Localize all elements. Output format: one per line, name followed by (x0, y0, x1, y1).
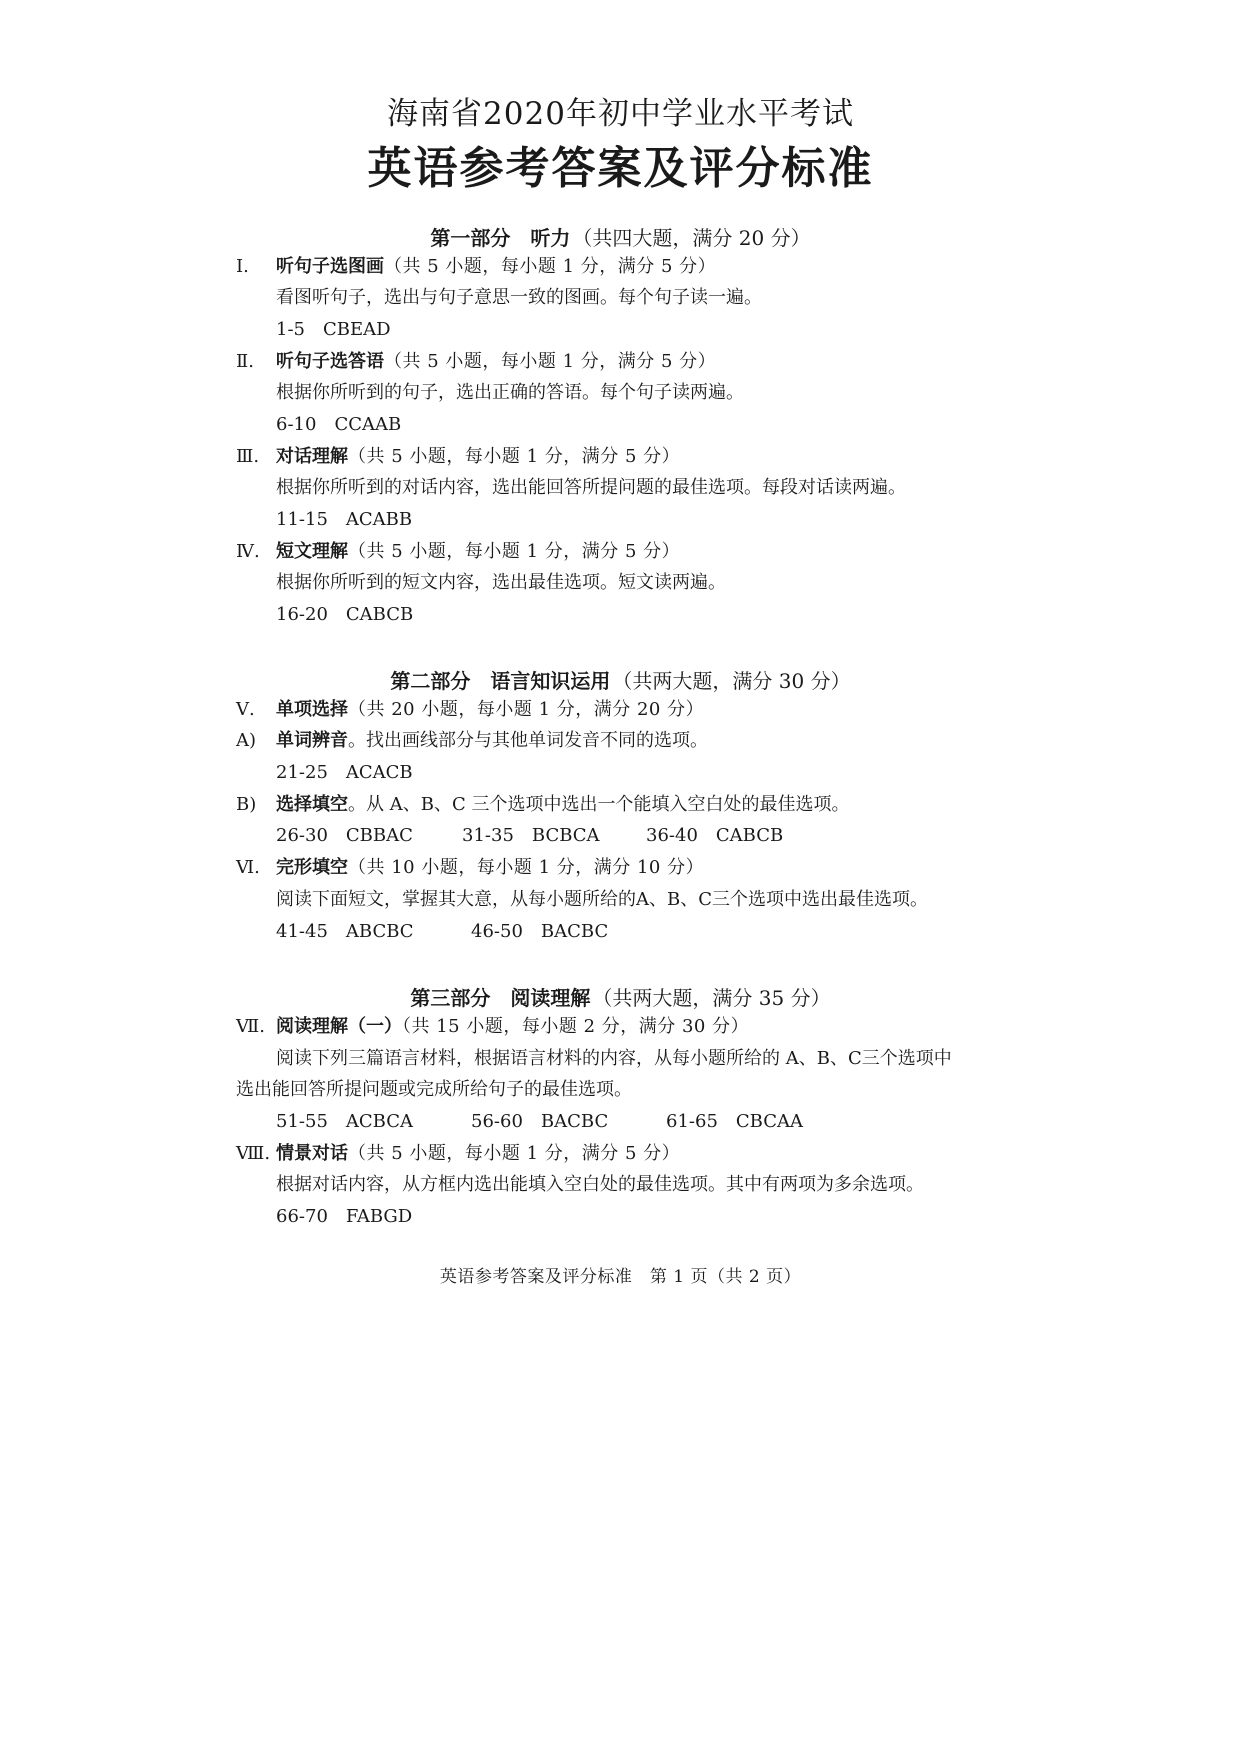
section-name: 情景对话 (276, 1143, 348, 1164)
answer-group: 21-25 ACACB (276, 762, 413, 783)
section-3-instructions: 根据你所听到的对话内容，选出能回答所提问题的最佳选项。每段对话读两遍。 (276, 477, 906, 498)
subsection-name: 选择填空 (276, 794, 348, 815)
section-3-heading (236, 445, 680, 469)
section-8-instructions: 根据对话内容，从方框内选出能填入空白处的最佳选项。其中有两项为多余选项。 (276, 1174, 924, 1195)
section-number: Ⅷ. (236, 1143, 271, 1164)
section-name: 对话理解 (276, 446, 348, 467)
section-5-heading (236, 698, 704, 722)
section-1-answers (276, 318, 391, 342)
section-4-heading (236, 540, 680, 564)
answer-group: 41-45 ABCBC (276, 921, 414, 942)
section-note: （共 5 小题，每小题 1 分，满分 5 分） (384, 351, 717, 372)
subsection-instructions: 。找出画线部分与其他单词发音不同的选项。 (348, 730, 708, 751)
part1-subtitle: （共四大题，满分 20 分） (572, 226, 811, 250)
part1-title: 第一部分 听力 (430, 226, 571, 250)
subsection-b-heading (236, 793, 849, 817)
section-2-instructions: 根据你所听到的句子，选出正确的答语。每个句子读两遍。 (276, 382, 744, 403)
page-footer: 英语参考答案及评分标准 第 1 页（共 2 页） (439, 1267, 802, 1287)
section-2-answers (276, 413, 401, 437)
section-6-answers (276, 920, 608, 944)
answer-group: 1-5 CBEAD (276, 319, 391, 340)
section-number: Ⅰ. (236, 256, 249, 277)
document-title: 英语参考答案及评分标准 (367, 143, 874, 194)
section-8-heading (236, 1142, 680, 1166)
answer-group: 56-60 BACBC (471, 1111, 609, 1132)
part1-heading (0, 222, 1241, 251)
section-name: 听句子选答语 (276, 351, 384, 372)
answer-group: 66-70 FABGD (276, 1206, 413, 1227)
section-number: Ⅶ. (236, 1016, 265, 1037)
section-number: Ⅲ. (236, 446, 260, 467)
exam-title: 海南省2020年初中学业水平考试 (387, 96, 854, 132)
part2-title: 第二部分 语言知识运用 (390, 669, 611, 693)
section-note: （共 15 小题，每小题 2 分，满分 30 分） (402, 1016, 750, 1037)
section-3-answers (276, 508, 412, 532)
section-note: （共 5 小题，每小题 1 分，满分 5 分） (384, 256, 717, 277)
answer-group: 51-55 ACBCA (276, 1111, 413, 1132)
part3-title: 第三部分 阅读理解 (410, 986, 591, 1010)
section-number: Ⅵ. (236, 857, 260, 878)
answer-group: 61-65 CBCAA (666, 1111, 803, 1132)
section-note: （共 10 小题，每小题 1 分，满分 10 分） (348, 857, 705, 878)
answer-group: 26-30 CBBAC (276, 825, 413, 846)
section-name: 短文理解 (276, 541, 348, 562)
section-8-answers (276, 1205, 412, 1229)
subsection-label: B) (236, 794, 257, 815)
section-name: 单项选择 (276, 699, 348, 720)
section-7-answers (276, 1110, 803, 1134)
section-name: 完形填空 (276, 857, 348, 878)
answer-group: 11-15 ACABB (276, 509, 413, 530)
answer-group: 31-35 BCBCA (462, 825, 600, 846)
section-7-heading (236, 1015, 749, 1039)
part3-subtitle: （共两大题，满分 35 分） (592, 986, 831, 1010)
part3-heading (0, 982, 1241, 1011)
section-7-instructions-line1: 阅读下列三篇语言材料，根据语言材料的内容，从每小题所给的 A、B、C三个选项中 (276, 1048, 952, 1069)
section-6-instructions: 阅读下面短文，掌握其大意，从每小题所给的A、B、C三个选项中选出最佳选项。 (276, 889, 928, 910)
section-name: 听句子选图画 (276, 256, 384, 277)
section-7-instructions-line2: 选出能回答所提问题或完成所给句子的最佳选项。 (236, 1079, 632, 1100)
answer-group: 46-50 BACBC (471, 921, 609, 942)
subsection-a-answers (276, 761, 413, 785)
section-6-heading (236, 856, 704, 880)
section-name: 阅读理解（一） (276, 1016, 402, 1037)
section-number: Ⅴ. (236, 699, 255, 720)
answer-group: 36-40 CABCB (646, 825, 784, 846)
subsection-b-answers (276, 824, 783, 848)
section-note: （共 5 小题，每小题 1 分，满分 5 分） (348, 1143, 681, 1164)
section-2-heading (236, 350, 716, 374)
section-note: （共 20 小题，每小题 1 分，满分 20 分） (348, 699, 705, 720)
section-4-instructions: 根据你所听到的短文内容，选出最佳选项。短文读两遍。 (276, 572, 726, 593)
answer-group: 6-10 CCAAB (276, 414, 402, 435)
part2-subtitle: （共两大题，满分 30 分） (612, 669, 851, 693)
subsection-a-heading (236, 729, 708, 753)
section-note: （共 5 小题，每小题 1 分，满分 5 分） (348, 541, 681, 562)
subsection-label: A) (236, 730, 257, 751)
answer-group: 16-20 CABCB (276, 604, 414, 625)
section-1-heading (236, 255, 716, 279)
section-number: Ⅳ. (236, 541, 260, 562)
subsection-name: 单词辨音 (276, 730, 348, 751)
part2-heading (0, 665, 1241, 694)
subsection-instructions: 。从 A、B、C 三个选项中选出一个能填入空白处的最佳选项。 (348, 794, 850, 815)
section-number: Ⅱ. (236, 351, 254, 372)
section-note: （共 5 小题，每小题 1 分，满分 5 分） (348, 446, 681, 467)
section-4-answers (276, 603, 413, 627)
section-1-instructions: 看图听句子，选出与句子意思一致的图画。每个句子读一遍。 (276, 287, 762, 308)
